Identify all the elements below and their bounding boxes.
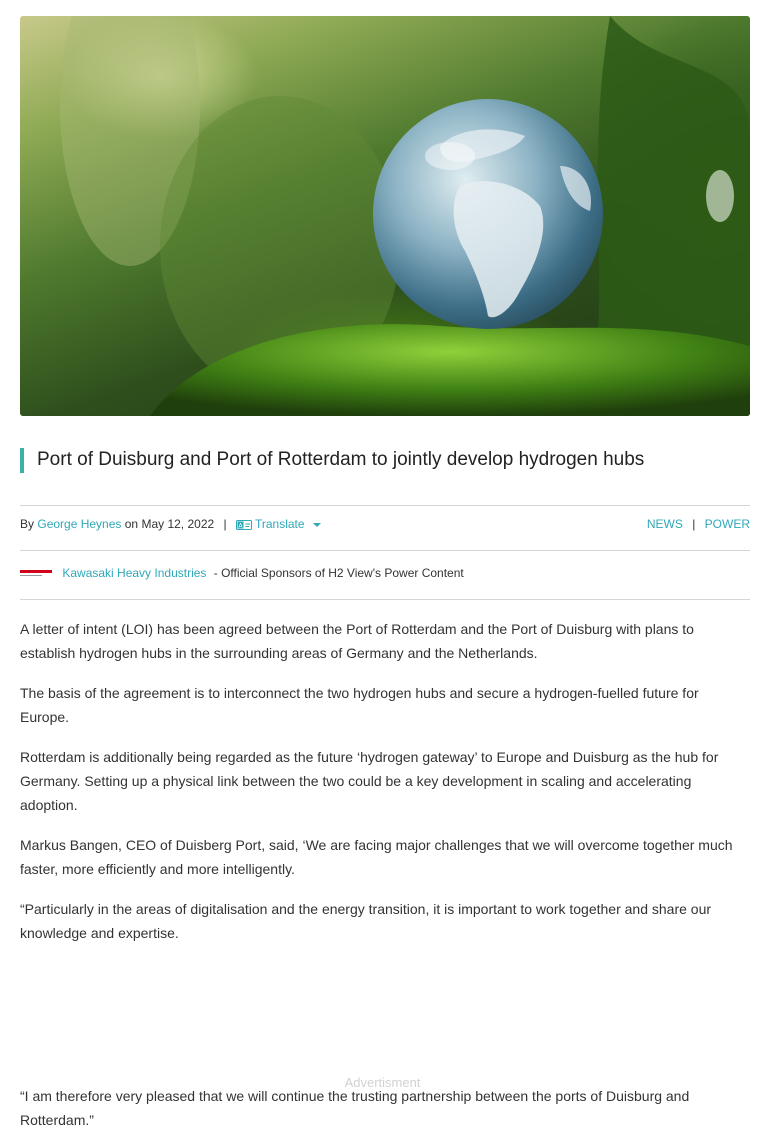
title-accent-bar (20, 448, 24, 473)
translate-button[interactable] (236, 517, 321, 531)
article-paragraph: The basis of the agreement is to interconnect the two hydrogen hubs and secure a hydrogen-fuelled future for Europe. (20, 685, 699, 725)
category-news-link[interactable]: NEWS (646, 517, 683, 531)
byline (20, 517, 321, 531)
svg-text:A: A (238, 522, 243, 530)
sponsor-line (20, 566, 464, 584)
hero-image (20, 16, 750, 416)
translate-label: Translate (254, 517, 305, 531)
byline-on: on (124, 517, 139, 531)
sponsor-link[interactable]: Kawasaki Heavy Industries (62, 566, 207, 580)
byline-separator: | (223, 517, 227, 531)
author-link[interactable]: George Heynes (37, 517, 122, 531)
article-paragraph: A letter of intent (LOI) has been agreed between the Port of Rotterdam and the Port of Duisburg with plans to establish hydrogen hubs in the surrounding areas of Germany and the Netherlands. (20, 621, 694, 661)
kawasaki-logo-icon[interactable] (20, 569, 52, 578)
category-power-link[interactable]: POWER (704, 517, 750, 531)
divider-middle (20, 550, 750, 551)
article-paragraph: Markus Bangen, CEO of Duisberg Port, said, ‘We are facing major challenges that we will overcome together much faster, more efficiently and more intelligently. (20, 837, 733, 877)
globe-on-moss-illustration (20, 16, 750, 416)
article-paragraph: “Particularly in the areas of digitalisation and the energy transition, it is important to work together and share our knowledge and expertise. (20, 901, 712, 941)
divider-bottom (20, 599, 750, 600)
caret-down-icon (313, 523, 321, 527)
divider-top (20, 505, 750, 506)
category-links (647, 517, 750, 531)
sponsor-text: - Official Sponsors of H2 View's Power Content (213, 566, 464, 580)
translate-icon (236, 520, 252, 530)
byline-by: By (20, 517, 35, 531)
article-paragraph: Rotterdam is additionally being regarded as the future ‘hydrogen gateway’ to Europe and Duisburg as the hub for Germany. Setting up a physical link between the two could be a key development in scaling and accelerating adoption. (20, 749, 719, 813)
article-paragraph: “I am therefore very pleased that we will continue the trusting partnership between the ports of Duisburg and Rotterdam.” (20, 1088, 690, 1128)
article-title: Port of Duisburg and Port of Rotterdam to jointly develop hydrogen hubs (37, 449, 645, 470)
publish-date: May 12, 2022 (141, 517, 215, 531)
advertisement-label: Advertisment (344, 1075, 421, 1090)
category-separator: | (692, 517, 696, 531)
article-meta (20, 517, 750, 535)
